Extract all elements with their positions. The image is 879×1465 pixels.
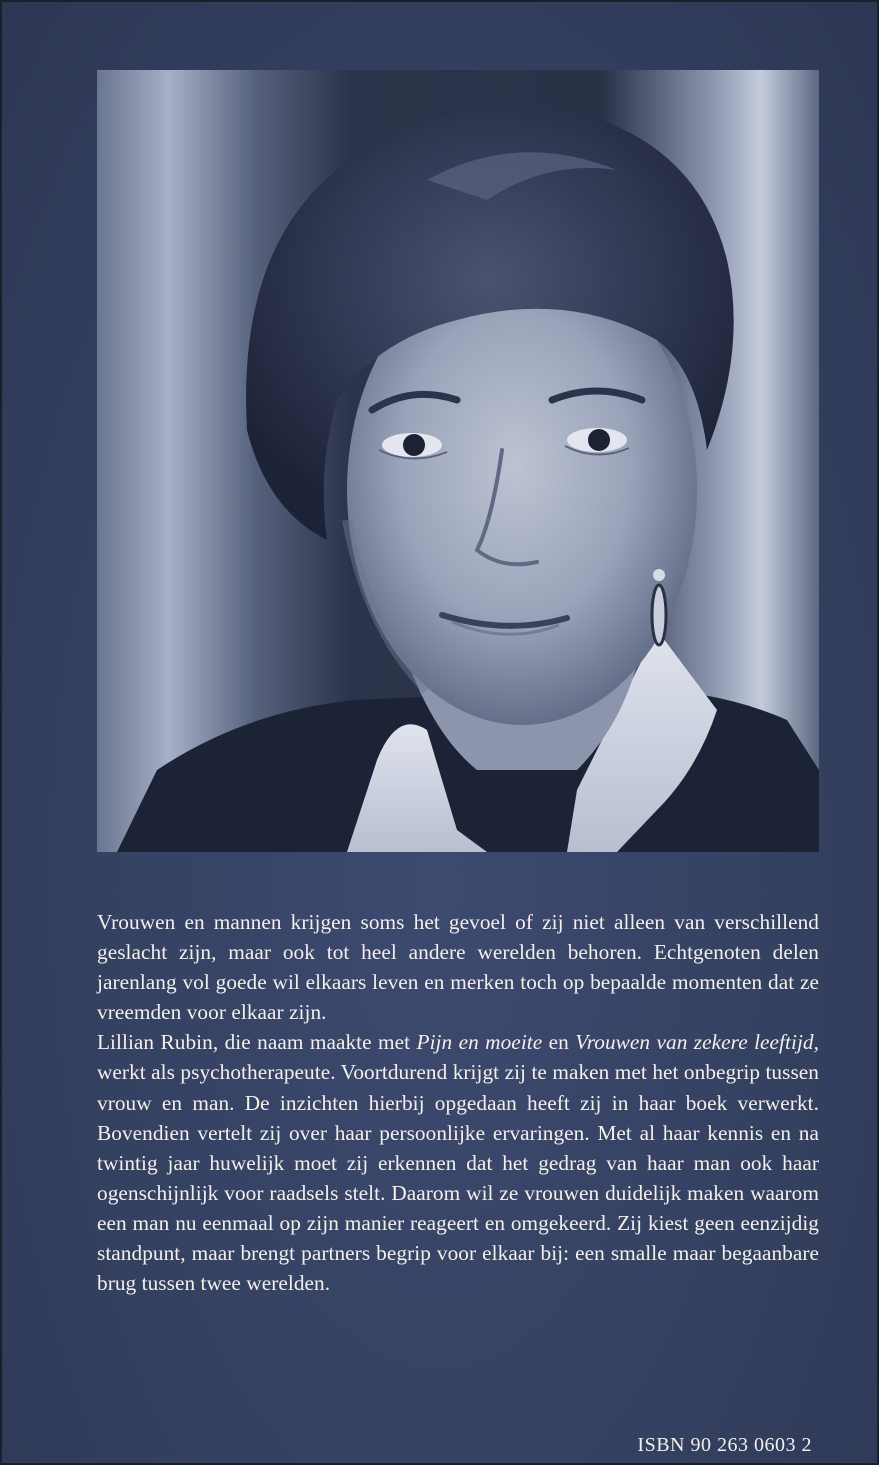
isbn-number: ISBN 90 263 0603 2 bbox=[637, 1434, 812, 1456]
book-description bbox=[97, 907, 819, 1298]
description-paragraph-2 bbox=[97, 1027, 819, 1298]
author-portrait-photo bbox=[97, 70, 819, 852]
paragraph-2-intro: Lillian Rubin, die naam maakte met bbox=[97, 1030, 417, 1055]
description-paragraph-1: Vrouwen en mannen krijgen soms het gevoel of zij niet alleen van verschillend geslacht zijn, maar ook tot heel andere werelden behoren. Echtgenoten delen jarenlang vol goede wil elkaars leven en merken toch op bepaalde momenten dat ze vreemden voor elkaar zijn. bbox=[97, 910, 819, 1025]
paragraph-2-and: en bbox=[542, 1030, 576, 1055]
book-title-vrouwen-van-zekere-leeftijd: Vrouwen van zekere leeftijd, bbox=[575, 1030, 819, 1055]
book-title-pijn-en-moeite: Pijn en moeite bbox=[416, 1030, 543, 1055]
paragraph-2-rest: werkt als psychotherapeute. Voortdurend krijgt zij te maken met het onbegrip tussen vrouw en man. De inzichten hierbij opgedaan heeft zij in haar boek verwerkt. Bovendien vertelt zij over haar persoonlijke ervaringen. Met al haar kennis en na twintig jaar huwelijk moet zij erkennen dat het gedrag van haar man ook haar ogenschijnlijk voor raadsels stelt. Daarom wil ze vrouwen duidelijk maken waarom een man nu eenmaal op zijn manier reageert en omgekeerd. Zij kiest geen eenzijdig standpunt, maar brengt partners begrip voor elkaar bij: een smalle maar begaanbare brug tussen twee werelden. bbox=[97, 1060, 819, 1296]
